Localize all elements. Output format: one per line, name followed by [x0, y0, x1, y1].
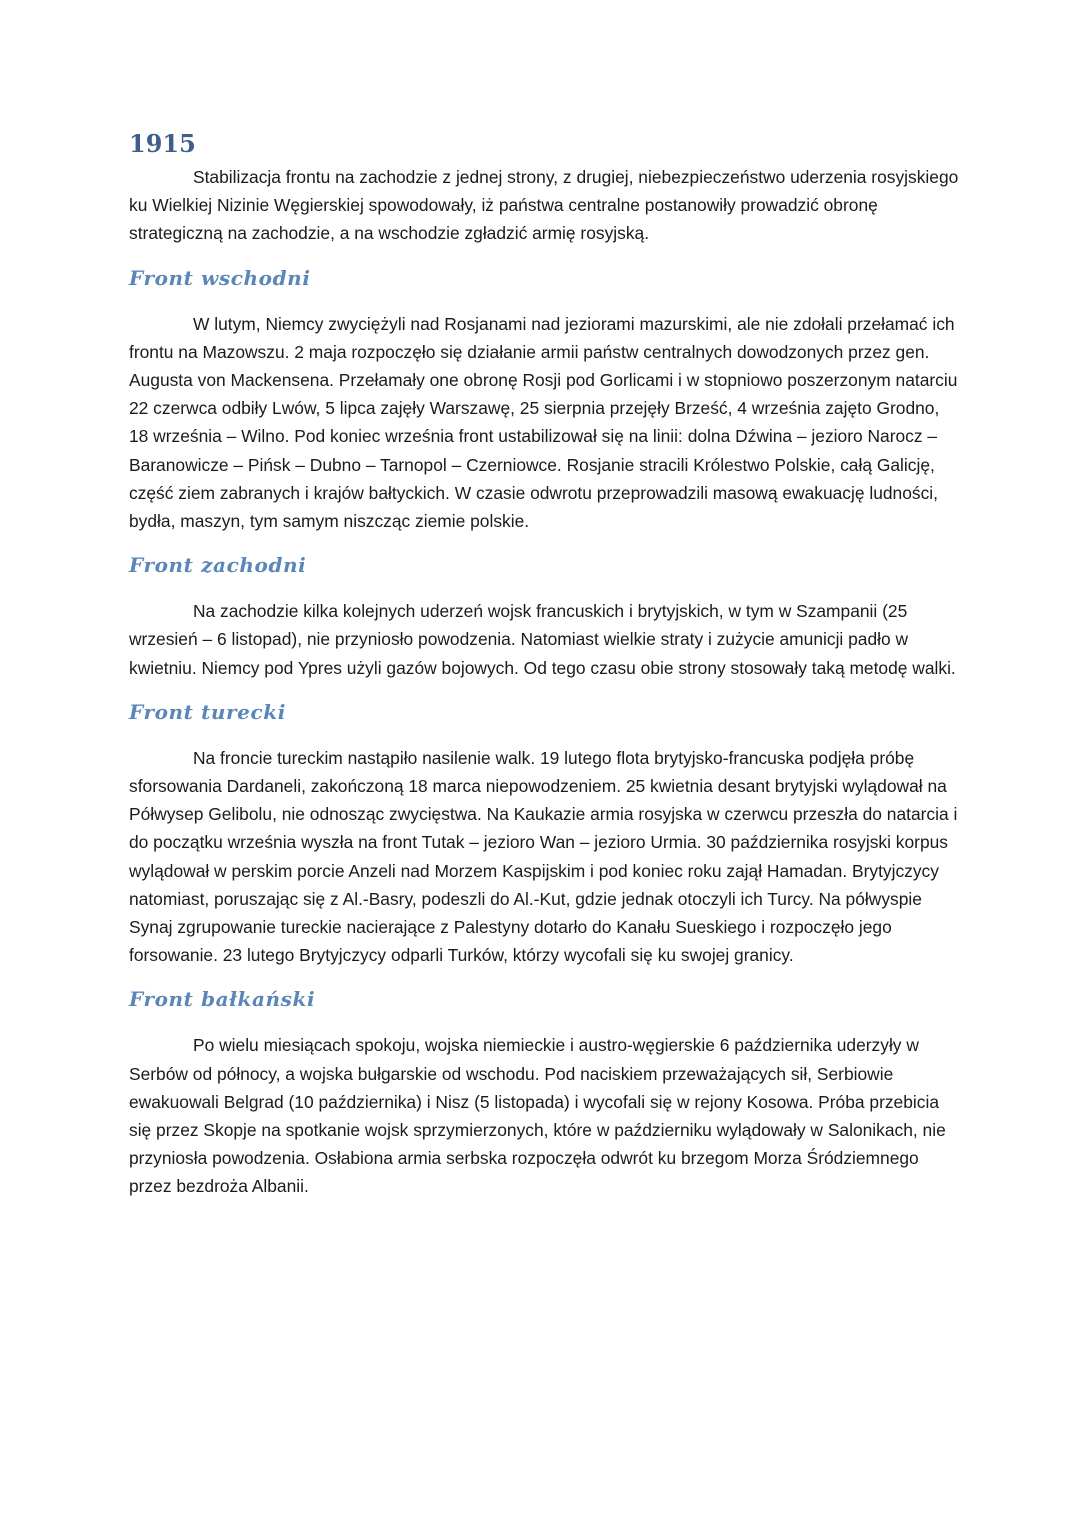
section-text-front-zachodni: Na zachodzie kilka kolejnych uderzeń wojsk francuskich i brytyjskich, w tym w Szampanii (25 wrzesień – 6 listopad), nie przyniosło powodzenia. Natomiast wielkie straty i zużycie amunicji padło w kwietniu. Niemcy pod Ypres użyli gazów bojowych. Od tego czasu obie strony stosowały taką metodę walki.: [129, 601, 956, 678]
section-heading-front-wschodni: Front wschodni: [129, 265, 311, 290]
document-page: [129, 125, 959, 1201]
document-title: 1915: [129, 129, 196, 158]
section-heading-front-turecki: Front turecki: [129, 699, 286, 724]
intro-paragraph: Stabilizacja frontu na zachodzie z jednej strony, z drugiej, niebezpieczeństwo uderzenia rosyjskiego ku Wielkiej Nizinie Węgierskiej spowodowały, iż państwa centralne postanowiły prowadzić obronę strategiczną na zachodzie, a na wschodzie zgładzić armię rosyjską.: [129, 167, 959, 244]
section-heading-front-balkanski: Front bałkański: [129, 987, 316, 1012]
section-text-front-wschodni: W lutym, Niemcy zwyciężyli nad Rosjanami nad jeziorami mazurskimi, ale nie zdołali przełamać ich frontu na Mazowszu. 2 maja rozpoczęło się działanie armii państw centralnych dowodzonych przez gen. Augusta von Mackensena. Przełamały one obronę Rosji pod Gorlicami i w stopniowo poszerzonym natarciu 22 czerwca odbiły Lwów, 5 lipca zajęły Warszawę, 25 sierpnia przejęły Brześć, 4 września zajęto Grodno, 18 września – Wilno. Pod koniec września front ustabilizował się na linii: dolna Dźwina – jezioro Narocz – Baranowicze – Pińsk – Dubno – Tarnopol – Czerniowce. Rosjanie stracili Królestwo Polskie, całą Galicję, część ziem zabranych i krajów bałtyckich. W czasie odwrotu przeprowadzili masową ewakuację ludności, bydła, maszyn, tym samym niszcząc ziemie polskie.: [129, 313, 958, 532]
section-text-front-turecki: Na froncie tureckim nastąpiło nasilenie walk. 19 lutego flota brytyjsko-francuska podjęła próbę sforsowania Dardaneli, zakończoną 18 marca niepowodzeniem. 25 kwietnia desant brytyjski wylądował na Półwysep Gelibolu, nie odnosząc zwycięstwa. Na Kaukazie armia rosyjska w czerwcu przeszła do natarcia i do początku września wyszła na front Tutak – jezioro Wan – jezioro Urmia. 30 października rosyjski korpus wylądował w perskim porcie Anzeli nad Morzem Kaspijskim i pod koniec roku zajął Hamadan. Brytyjczycy natomiast, poruszając się z Al.-Basry, podeszli do Al.-Kut, gdzie jednak otoczyli ich Turcy. Na półwyspie Synaj zgrupowanie tureckie nacierające z Palestyny dotarło do Kanału Sueskiego i rozpoczęło jego forsowanie. 23 lutego Brytyjczycy odparli Turków, którzy wycofali się ku swojej granicy.: [129, 747, 958, 966]
section-heading-front-zachodni: Front zachodni: [129, 553, 307, 578]
section-text-front-balkanski: Po wielu miesiącach spokoju, wojska niemieckie i austro-węgierskie 6 października uderzyły w Serbów od północy, a wojska bułgarskie od wschodu. Pod naciskiem przeważających sił, Serbiowie ewakuowali Belgrad (10 października) i Nisz (5 listopada) i wycofali się w rejony Kosowa. Próba przebicia się przez Skopje na spotkanie wojsk sprzymierzonych, które w październiku wylądowały w Salonikach, nie przyniosła powodzenia. Osłabiona armia serbska rozpoczęła odwrót ku brzegom Morza Śródziemnego przez bezdroża Albanii.: [129, 1035, 946, 1197]
